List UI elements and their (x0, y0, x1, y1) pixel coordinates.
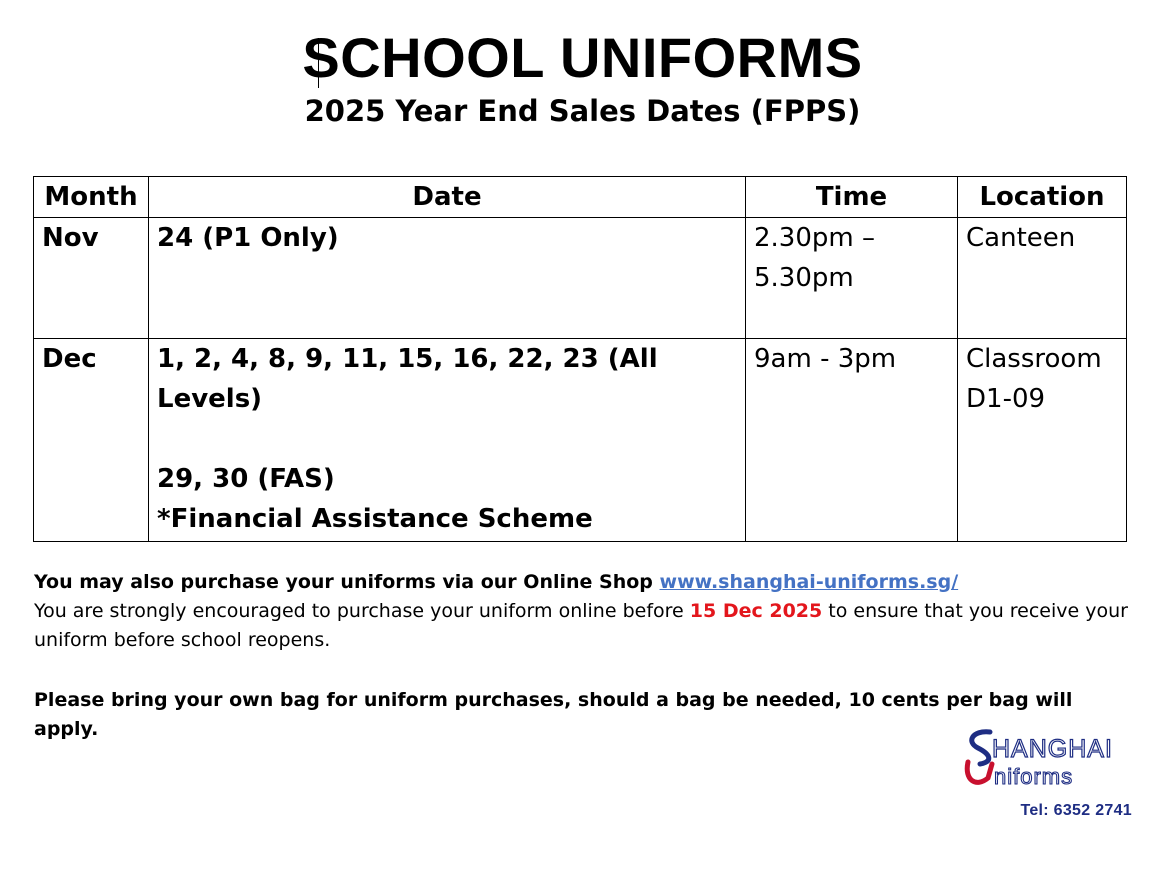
line-gap (157, 419, 737, 459)
page-subtitle: 2025 Year End Sales Dates (FPPS) (304, 94, 861, 128)
cell-location (958, 218, 1127, 339)
encourage-text: You are strongly encouraged to purchase your uniform online before (34, 600, 690, 622)
header-date: Date (149, 177, 746, 218)
cell-location (958, 339, 1127, 542)
cell-date (149, 339, 746, 542)
table-row (34, 339, 1127, 542)
encourage-suffix: to ensure that you receive your uniform before school reopens. (34, 600, 1128, 651)
date-line: 1, 2, 4, 8, 9, 11, 15, 16, 22, 23 (All Levels) (157, 344, 658, 414)
time-line: 9am - 3pm (754, 344, 897, 374)
svg-text:niforms: niforms (994, 764, 1074, 789)
header-month: Month (34, 177, 149, 218)
cell-month: Nov (34, 218, 149, 339)
time-line: 5.30pm (754, 263, 854, 293)
online-shop-link[interactable]: www.shanghai-uniforms.sg/ (659, 571, 959, 593)
sales-dates-table (33, 176, 1127, 542)
deadline-date: 15 Dec 2025 (689, 600, 823, 622)
notes-section (34, 568, 1134, 744)
table-header-row (34, 177, 1127, 218)
telephone-number: Tel: 6352 2741 (1020, 802, 1132, 819)
location-line: Canteen (966, 223, 1076, 253)
svg-text:HANGHAI: HANGHAI (992, 735, 1113, 763)
time-line: 2.30pm – (754, 223, 875, 253)
location-line: Classroom (966, 344, 1102, 374)
online-shop-note (34, 568, 1134, 597)
date-line: *Financial Assistance Scheme (157, 504, 593, 534)
bag-notice: Please bring your own bag for uniform purchases, should a bag be needed, 10 cents per bag will apply. (34, 689, 1073, 740)
cell-month: Dec (34, 339, 149, 542)
cell-time (746, 339, 958, 542)
shanghai-uniforms-logo (962, 728, 1132, 792)
date-line: 29, 30 (FAS) (157, 464, 335, 494)
page-title: SCHOOL UNIFORMS (302, 26, 863, 89)
header-time: Time (746, 177, 958, 218)
encourage-note (34, 597, 1134, 655)
online-shop-text: You may also purchase your uniforms via our Online Shop (34, 571, 660, 593)
header-location: Location (958, 177, 1127, 218)
cell-time (746, 218, 958, 339)
location-line: D1-09 (966, 384, 1046, 414)
cell-date (149, 218, 746, 339)
logo-mark (962, 728, 1132, 792)
date-line: 24 (P1 Only) (157, 223, 339, 253)
table-row (34, 218, 1127, 339)
